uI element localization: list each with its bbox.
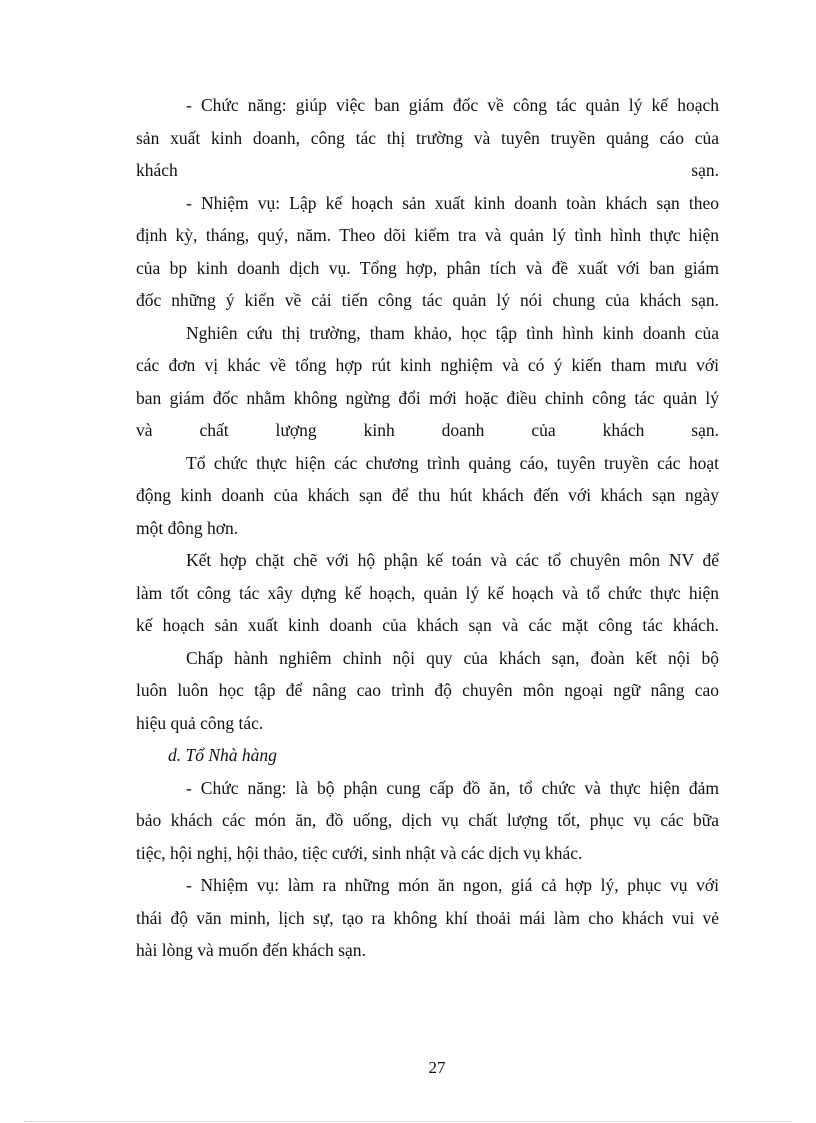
text-line: và chất lượng kinh doanh của khách sạn. — [136, 420, 719, 440]
text-line: Chấp hành nghiêm chỉnh nội quy của khách sạn, đoàn kết nội bộ — [186, 647, 719, 668]
text-line: động kinh doanh của khách sạn để thu hút khách đến với khách sạn ngày — [136, 485, 719, 505]
page-bottom-divider — [24, 1121, 792, 1122]
text-line: - Nhiệm vụ: làm ra những món ăn ngon, giá cả hợp lý, phục vụ với — [186, 875, 719, 895]
text-line: Nghiên cứu thị trường, tham khảo, học tập tình hình kinh doanh của — [186, 322, 719, 343]
text-line: định kỳ, tháng, quý, năm. Theo dõi kiểm tra và quản lý tình hình thực hiện — [136, 225, 719, 245]
text-line: bảo khách các món ăn, đồ uống, dịch vụ chất lượng tốt, phục vụ các bữa — [136, 810, 719, 830]
text-line: - Chức năng: là bộ phận cung cấp đồ ăn, tổ chức và thực hiện đảm — [186, 777, 719, 798]
page-number: 27 — [428, 1058, 446, 1077]
text-line: - Nhiệm vụ: Lập kế hoạch sản xuất kinh doanh toàn khách sạn theo — [186, 192, 719, 213]
text-line: sản xuất kinh doanh, công tác thị trường và tuyên truyền quảng cáo của — [136, 127, 719, 148]
text-line: một đông hơn. — [136, 517, 239, 538]
text-line: luôn luôn học tập để nâng cao trình độ chuyên môn ngoại ngữ nâng cao — [136, 680, 719, 700]
section-heading: d. Tổ Nhà hàng — [168, 745, 277, 765]
text-line: kế hoạch sản xuất kinh doanh của khách sạn và các mặt công tác khách. — [136, 615, 719, 635]
text-line: thái độ văn minh, lịch sự, tạo ra không khí thoải mái làm cho khách vui vẻ — [136, 907, 719, 928]
text-line: Kết hợp chặt chẽ với hộ phận kế toán và các tổ chuyên môn NV để — [186, 550, 719, 570]
text-line: của bp kinh doanh dịch vụ. Tổng hợp, phân tích và đề xuất với ban giám — [136, 257, 719, 278]
text-line: làm tốt công tác xây dựng kế hoạch, quản lý kế hoạch và tổ chức thực hiện — [136, 582, 719, 603]
text-line: - Chức năng: giúp việc ban giám đốc về công tác quản lý kế hoạch — [186, 95, 719, 115]
text-line: hài lòng và muốn đến khách sạn. — [136, 940, 366, 960]
text-line: tiệc, hội nghị, hội thảo, tiệc cưới, sinh nhật và các dịch vụ khác. — [136, 842, 583, 863]
text-line: khách sạn. — [136, 160, 719, 180]
text-line: đốc những ý kiến về cải tiến công tác quản lý nói chung của khách sạn. — [136, 290, 719, 310]
text-line: các đơn vị khác về tổng hợp rút kinh nghiệm và có ý kiến tham mưu với — [136, 355, 719, 375]
text-line: Tổ chức thực hiện các chương trình quảng cáo, tuyên truyền các hoạt — [186, 452, 719, 473]
document-body — [136, 89, 719, 967]
text-line: ban giám đốc nhằm không ngừng đổi mới hoặc điều chỉnh công tác quản lý — [136, 387, 719, 408]
text-line: hiệu quả công tác. — [136, 712, 264, 733]
